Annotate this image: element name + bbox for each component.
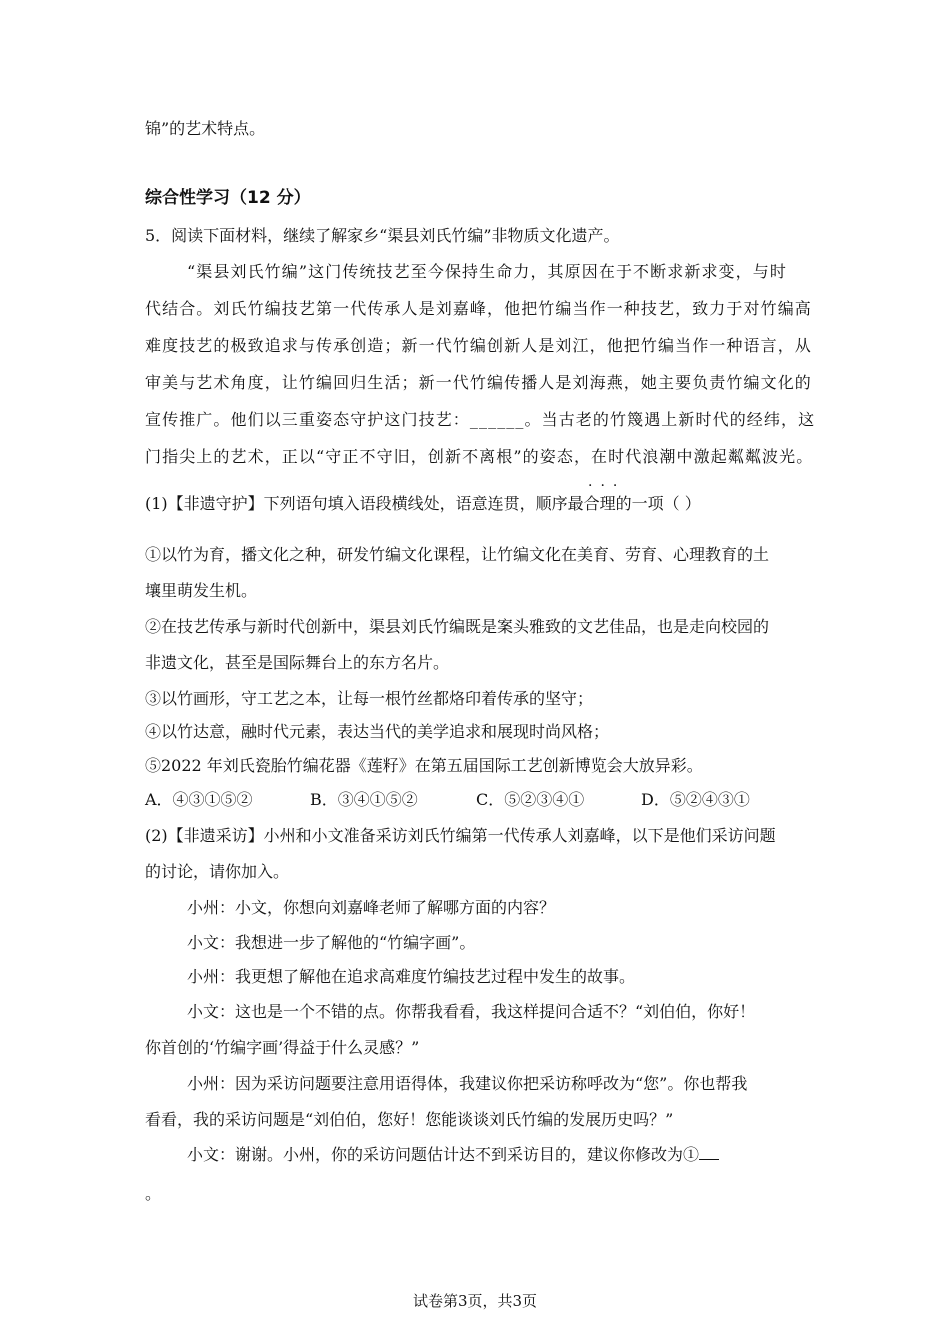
continued-text: 锦”的艺术特点。 bbox=[145, 119, 266, 138]
dialogue-line: 小文：这也是一个不错的点。你帮我看看，我这样提问合适不？“刘伯伯，你好！ bbox=[187, 1002, 756, 1021]
sentence-3: ③以竹画形，守工艺之本，让每一根竹丝都烙印着传承的坚守； bbox=[145, 689, 594, 708]
option-b[interactable]: B．③④①⑤② bbox=[310, 790, 418, 809]
sentence-1: ①以竹为育，播文化之种，研发竹编文化课程，让竹编文化在美育、劳育、心理教育的土 bbox=[145, 545, 770, 564]
emphasis-dots: ··· bbox=[588, 478, 626, 494]
sentence-5: ⑤2022 年刘氏瓷胎竹编花器《莲籽》在第五届国际工艺创新博览会大放异彩。 bbox=[145, 756, 703, 775]
sentence-2-cont: 非遗文化，甚至是国际舞台上的东方名片。 bbox=[145, 653, 450, 672]
subquestion-2-cont: 的讨论，请你加入。 bbox=[145, 862, 290, 881]
dialogue-text: 小文：谢谢。小州，你的采访问题估计达不到采访目的，建议你修改为① bbox=[187, 1145, 700, 1164]
option-d[interactable]: D．⑤②④③① bbox=[641, 790, 750, 809]
passage-line: 审美与艺术角度，让竹编回归生活；新一代竹编传播人是刘海燕，她主要负责竹编文化的 bbox=[145, 373, 812, 392]
option-a[interactable]: A．④③①⑤② bbox=[145, 790, 253, 809]
page-footer: 试卷第3页，共3页 bbox=[412, 1292, 538, 1310]
passage-line: 门指尖上的艺术，正以“守正不守旧，创新不离根”的姿态，在时代浪潮中激起粼粼波光。 bbox=[145, 447, 814, 466]
sentence-2: ②在技艺传承与新时代创新中，渠县刘氏竹编既是案头雅致的文艺佳品，也是走向校园的 bbox=[145, 617, 770, 636]
passage-line: 难度技艺的极致追求与传承创造；新一代竹编创新人是刘江，他把竹编当作一种语言，从 bbox=[145, 336, 812, 355]
dialogue-line: 小州：因为采访问题要注意用语得体，我建议你把采访称呼改为“您”。你也帮我 bbox=[187, 1074, 748, 1093]
passage-line: “渠县刘氏竹编”这门传统技艺至今保持生命力，其原因在于不断求新求变，与时 bbox=[187, 262, 787, 281]
dialogue-line: 你首创的‘竹编字画’得益于什么灵感？” bbox=[145, 1038, 420, 1057]
subquestion-1: (1)【非遗守护】下列语句填入语段横线处，语意连贯，顺序最合理的一项（ ） bbox=[145, 494, 701, 513]
sentence-4: ④以竹达意，融时代元素，表达当代的美学追求和展现时尚风格； bbox=[145, 722, 610, 741]
dialogue-line-end: 。 bbox=[145, 1184, 162, 1203]
dialogue-line bbox=[187, 1145, 719, 1165]
answer-blank[interactable] bbox=[699, 1145, 719, 1160]
sentence-1-cont: 壤里萌发生机。 bbox=[145, 581, 258, 600]
dialogue-line: 小州：小文，你想向刘嘉峰老师了解哪方面的内容？ bbox=[187, 898, 556, 917]
question-5-title: 5．阅读下面材料，继续了解家乡“渠县刘氏竹编”非物质文化遗产。 bbox=[145, 226, 620, 245]
section-title: 综合性学习（12 分） bbox=[145, 188, 311, 208]
passage-line: 代结合。刘氏竹编技艺第一代传承人是刘嘉峰，他把竹编当作一种技艺，致力于对竹编高 bbox=[145, 299, 812, 318]
passage-line: 宣传推广。他们以三重姿态守护这门技艺：______。当古老的竹篾遇上新时代的经纬，这 bbox=[145, 410, 816, 429]
dialogue-line: 小州：我更想了解他在追求高难度竹编技艺过程中发生的故事。 bbox=[187, 967, 636, 986]
dialogue-line: 看看，我的采访问题是“刘伯伯，您好！您能谈谈刘氏竹编的发展历史吗？” bbox=[145, 1110, 674, 1129]
dialogue-line: 小文：我想进一步了解他的“竹编字画”。 bbox=[187, 933, 476, 952]
option-c[interactable]: C．⑤②③④① bbox=[476, 790, 585, 809]
subquestion-2: (2)【非遗采访】小州和小文准备采访刘氏竹编第一代传承人刘嘉峰，以下是他们采访问题 bbox=[145, 826, 776, 845]
